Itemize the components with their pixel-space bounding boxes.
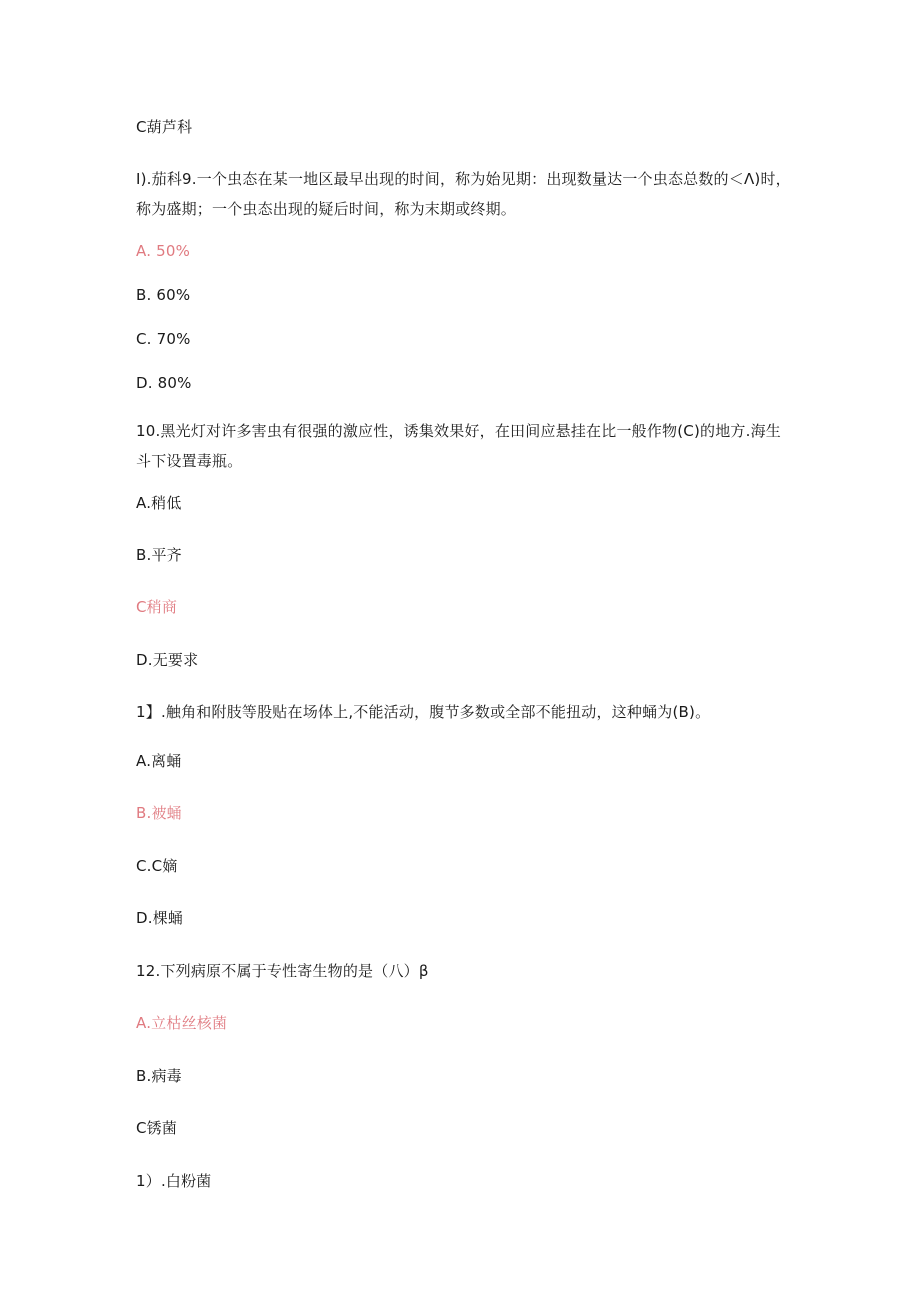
question-9: I).茄科9.一个虫态在某一地区最早出现的时间，称为始见期：出现数量达一个虫态总数的＜Λ)时，称为盛期；一个虫态出现的疑后时间，称为末期或终期。 bbox=[136, 170, 791, 218]
option-b-level: B.平齐 bbox=[136, 546, 182, 564]
option-b-obtect-pupa: B.被蛹 bbox=[136, 804, 182, 822]
option-c-70: C. 70% bbox=[136, 330, 191, 348]
option-d-no-requirement: D.无要求 bbox=[136, 651, 199, 669]
option-a-free-pupa: A.离蛹 bbox=[136, 752, 182, 770]
option-b-60: B. 60% bbox=[136, 286, 191, 304]
option-c-cucurbitaceae: C葫芦科 bbox=[136, 118, 193, 136]
option-b-virus: B.病毒 bbox=[136, 1067, 182, 1085]
question-12: 12.下列病原不属于专性寄生物的是（八）β bbox=[136, 962, 429, 980]
option-c: C.C嫡 bbox=[136, 857, 178, 875]
option-d-powdery-mildew: 1）.白粉菌 bbox=[136, 1172, 212, 1190]
question-11: 1】.触角和附肢等股贴在场体上,不能活动，腹节多数或全部不能扭动，这种蛹为(B)。 bbox=[136, 703, 711, 721]
option-c-slightly-higher: C稍商 bbox=[136, 598, 178, 616]
option-d: D.棵蛹 bbox=[136, 909, 184, 927]
option-a-50: A. 50% bbox=[136, 242, 191, 260]
question-10: 10.黑光灯对许多害虫有很强的激应性，诱集效果好，在田间应悬挂在比一般作物(C)的地方.海生斗下设置毒瓶。 bbox=[136, 422, 782, 470]
option-c-rust: C锈菌 bbox=[136, 1119, 178, 1137]
option-a-rhizoctonia: A.立枯丝核菌 bbox=[136, 1014, 228, 1032]
option-a-slightly-lower: A.稍低 bbox=[136, 494, 182, 512]
option-d-80: D. 80% bbox=[136, 374, 192, 392]
